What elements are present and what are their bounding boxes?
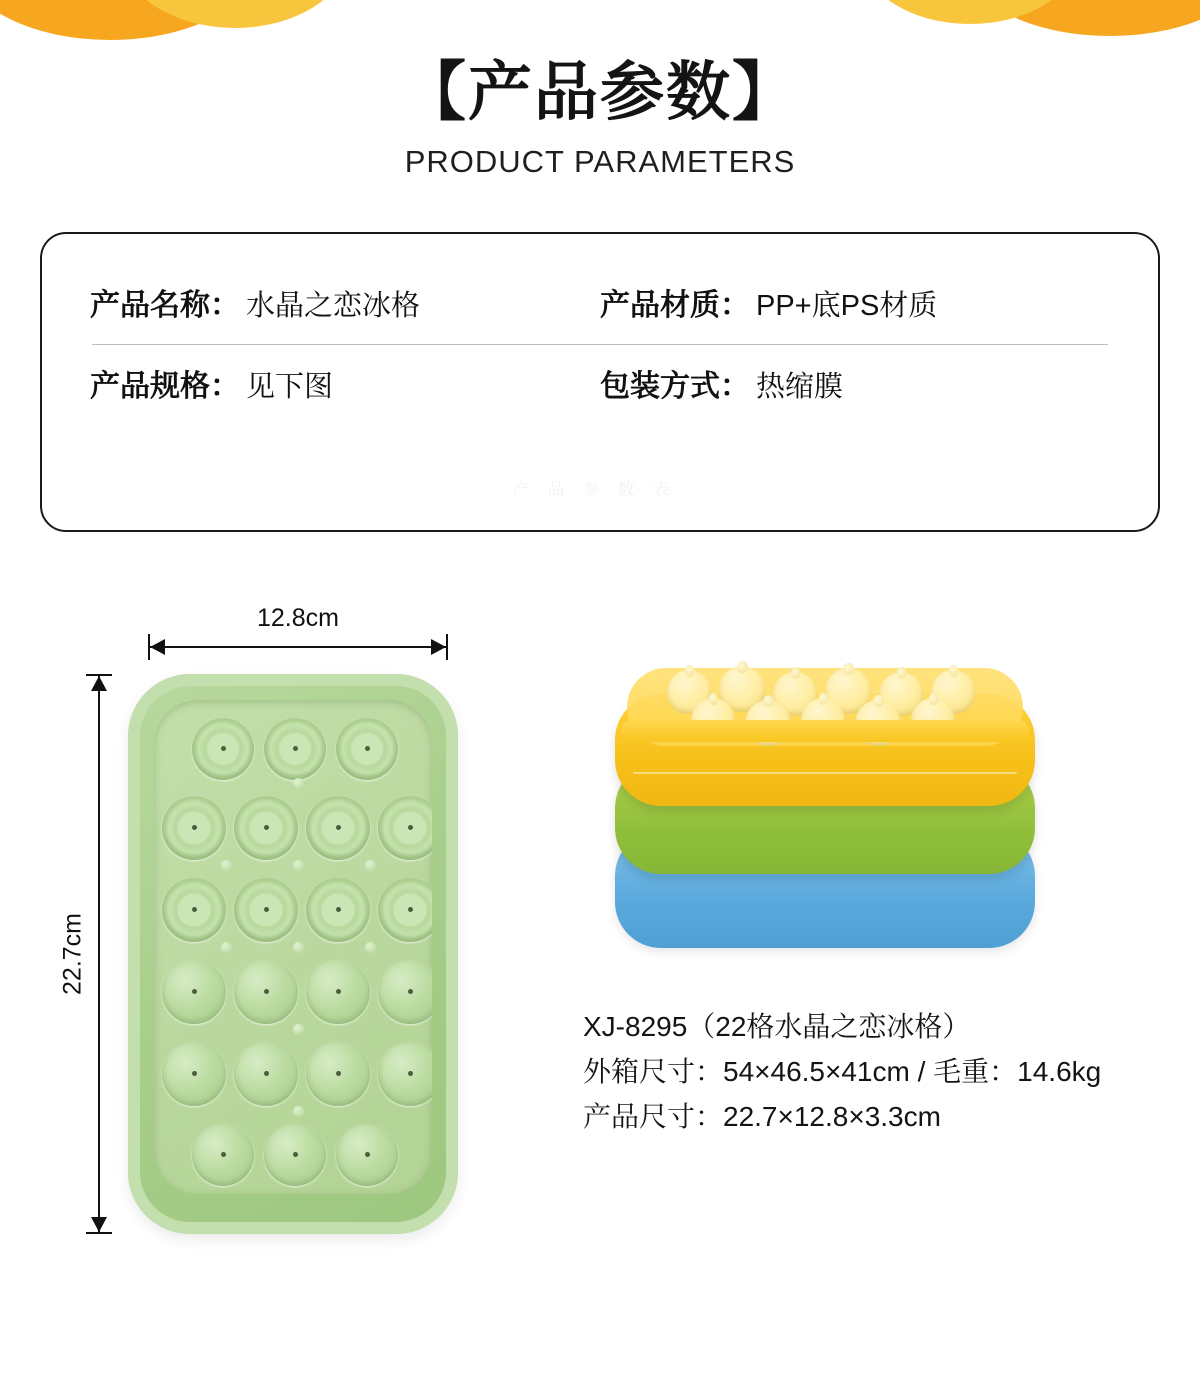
arrow-down-icon <box>91 1217 107 1232</box>
param-product-name <box>90 264 600 344</box>
height-cap-bottom <box>86 1232 112 1234</box>
height-dimension <box>58 674 114 1234</box>
tray-cell <box>162 796 226 860</box>
tray-dot <box>293 1106 304 1117</box>
tray-cell <box>306 1042 370 1106</box>
tray-cell <box>306 796 370 860</box>
tray-dot <box>365 942 376 953</box>
ice-tray-image <box>128 674 458 1234</box>
height-dimension-line <box>98 674 100 1234</box>
param-label: 产品名称： <box>90 288 240 322</box>
arrow-right-icon <box>431 639 446 655</box>
tray-yellow-edge <box>633 772 1017 774</box>
arrow-up-icon <box>91 676 107 691</box>
tray-dot <box>293 1024 304 1035</box>
tray-cell <box>378 960 432 1024</box>
tray-cell <box>306 878 370 942</box>
tray-cell <box>234 1042 298 1106</box>
tray-cell <box>234 796 298 860</box>
tray-dot <box>365 860 376 871</box>
height-dimension-label: 22.7cm <box>58 912 87 995</box>
tray-cell <box>264 1124 326 1186</box>
param-product-spec <box>90 345 600 425</box>
tray-cell <box>192 1124 254 1186</box>
width-dimension-line <box>148 646 448 648</box>
parameters-grid <box>42 234 1158 425</box>
tray-cell <box>162 1042 226 1106</box>
param-packaging <box>600 345 1110 425</box>
tray-cell <box>234 878 298 942</box>
product-parameters-card <box>40 232 1160 532</box>
param-value: 见下图 <box>246 370 334 403</box>
tray-cell <box>378 878 432 942</box>
specification-text <box>583 1004 1163 1140</box>
product-figure-area <box>0 566 1200 1256</box>
page-title-en: PRODUCT PARAMETERS <box>404 143 796 179</box>
tray-cell <box>306 960 370 1024</box>
tray-dot <box>293 860 304 871</box>
page-title-cn: 【产品参数】 <box>402 56 798 128</box>
tray-cell <box>234 960 298 1024</box>
arrow-left-icon <box>150 639 165 655</box>
tray-cell <box>162 960 226 1024</box>
tray-cell <box>162 878 226 942</box>
tray-cell <box>336 718 398 780</box>
spec-product-line: 产品尺寸：22.7×12.8×3.3cm <box>583 1101 941 1133</box>
tray-dot <box>293 942 304 953</box>
tray-yellow-lid-rim <box>621 720 1029 742</box>
spec-carton-line: 外箱尺寸：54×46.5×41cm / 毛重：14.6kg <box>583 1055 1102 1087</box>
tray-cell <box>192 718 254 780</box>
tray-dot <box>221 942 232 953</box>
spec-model-line: XJ-8295（22格水晶之恋冰格） <box>583 1010 971 1042</box>
tray-dot <box>293 778 304 789</box>
card-watermark: 产品参数表 <box>512 479 688 499</box>
width-cap-right <box>446 634 448 660</box>
page-header <box>0 0 1200 180</box>
ice-tray-inner <box>154 700 432 1194</box>
param-value: PP+底PS材质 <box>756 289 938 322</box>
width-dimension <box>148 603 448 654</box>
stacked-trays-image <box>615 658 1035 958</box>
tray-cell <box>336 1124 398 1186</box>
tray-dot <box>221 860 232 871</box>
param-label: 产品材质： <box>600 288 750 322</box>
param-product-material <box>600 264 1110 344</box>
param-value: 水晶之恋冰格 <box>246 289 421 322</box>
param-value: 热缩膜 <box>756 370 844 403</box>
tray-cell <box>378 1042 432 1106</box>
tray-cell <box>264 718 326 780</box>
param-label: 产品规格： <box>90 369 240 403</box>
tray-cell <box>378 796 432 860</box>
param-label: 包装方式： <box>600 369 750 403</box>
width-dimension-label: 12.8cm <box>257 603 339 632</box>
